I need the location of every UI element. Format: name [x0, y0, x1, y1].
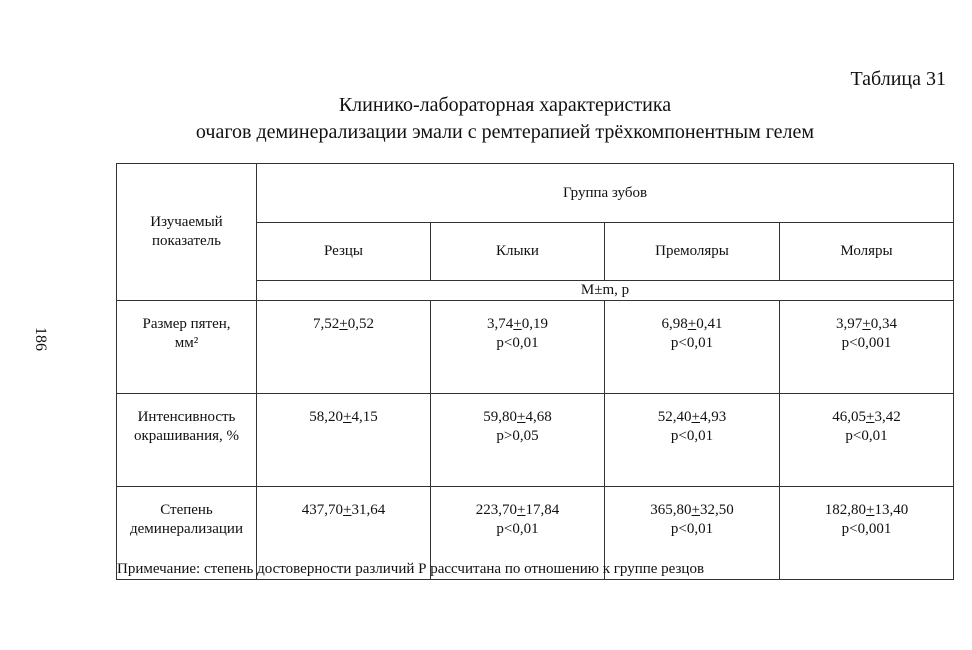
plus-minus-sign: +: [862, 316, 871, 332]
row-label-spot-size: [117, 301, 257, 394]
value-cell: [780, 394, 954, 487]
header-row-group: [117, 164, 954, 223]
value-mean: 59,80: [483, 409, 518, 425]
group-header-cell: Группа зубов: [257, 164, 954, 223]
value-error: 0,52: [347, 316, 374, 332]
plus-minus-sign: +: [513, 316, 522, 332]
table-title-line-1: Клинико-лабораторная характеристика: [338, 94, 672, 116]
column-header-molars: Моляры: [780, 223, 954, 281]
value-cell: [605, 301, 780, 394]
plus-minus-sign: +: [517, 409, 526, 425]
value-error: 4,68: [525, 409, 552, 425]
plus-minus-sign: +: [339, 316, 348, 332]
p-value: p<0,01: [670, 428, 714, 444]
value-error: 0,19: [521, 316, 548, 332]
value-cell: [780, 487, 954, 580]
column-header-canines: Клыки: [431, 223, 605, 281]
value-mean: 7,52: [313, 316, 340, 332]
value-cell: [431, 301, 605, 394]
value-error: 17,84: [525, 502, 560, 518]
value-error: 32,50: [699, 502, 734, 518]
value-mean: 223,70: [475, 502, 518, 518]
p-value: p<0,001: [841, 335, 892, 351]
column-header-premolars: Премоляры: [605, 223, 780, 281]
value-error: 4,93: [699, 409, 727, 425]
plus-minus-sign: +: [343, 502, 352, 518]
plus-minus-sign: +: [517, 502, 526, 518]
value-cell: [605, 394, 780, 487]
value-mean: 182,80: [824, 502, 867, 518]
plus-minus-sign: +: [343, 409, 352, 425]
value-mean: 58,20: [309, 409, 344, 425]
indicator-header-line-2: показатель: [152, 233, 221, 249]
value-error: 4,15: [351, 409, 378, 425]
table-footnote: Примечание: степень достоверности различий Р рассчитана по отношению к группе резцов: [117, 561, 705, 577]
table-title: [140, 92, 870, 146]
stat-label-cell: M±m, p: [257, 281, 954, 301]
plus-minus-sign: +: [691, 502, 700, 518]
value-error: 13,40: [874, 502, 909, 518]
table-row: [117, 301, 954, 394]
plus-minus-sign: +: [866, 409, 875, 425]
p-value: p>0,05: [496, 428, 539, 444]
table-title-line-2: очагов деминерализации эмали с ремтерапией трёхкомпонентным гелем: [195, 121, 815, 143]
value-mean: 437,70: [301, 502, 344, 518]
indicator-header-cell: [117, 164, 257, 301]
value-cell: [257, 301, 431, 394]
row-label-line-2: мм²: [174, 335, 199, 351]
row-label-line-2: окрашивания, %: [133, 428, 239, 444]
value-cell: [780, 301, 954, 394]
plus-minus-sign: +: [866, 502, 875, 518]
table-row: [117, 394, 954, 487]
table-number: Таблица 31: [850, 68, 946, 90]
p-value: p<0,001: [841, 521, 892, 537]
row-label-line-2: деминерализации: [130, 521, 243, 537]
value-cell: [431, 394, 605, 487]
p-value: p<0,01: [496, 521, 539, 537]
row-label-line-1: Степень: [160, 502, 213, 518]
value-mean: 52,40: [657, 409, 692, 425]
value-mean: 365,80: [650, 502, 692, 518]
value-error: 31,64: [351, 502, 386, 518]
value-cell: [257, 394, 431, 487]
column-header-incisors: Резцы: [257, 223, 431, 281]
value-mean: 46,05: [832, 409, 867, 425]
p-value: p<0,01: [670, 521, 714, 537]
value-error: 0,34: [870, 316, 897, 332]
row-label-line-1: Размер пятен,: [142, 316, 231, 332]
p-value: p<0,01: [670, 335, 714, 351]
value-mean: 3,97: [836, 316, 863, 332]
data-table: [116, 163, 954, 580]
p-value: p<0,01: [845, 428, 888, 444]
row-label-stain-intensity: [117, 394, 257, 487]
indicator-header-line-1: Изучаемый: [150, 214, 223, 230]
value-mean: 6,98: [661, 316, 688, 332]
plus-minus-sign: +: [687, 316, 697, 332]
value-error: 3,42: [874, 409, 901, 425]
p-value: p<0,01: [496, 335, 539, 351]
value-error: 0,41: [696, 316, 723, 332]
plus-minus-sign: +: [691, 409, 700, 425]
row-label-line-1: Интенсивность: [137, 409, 236, 425]
page-number: 186: [32, 327, 49, 351]
value-mean: 3,74: [487, 316, 514, 332]
